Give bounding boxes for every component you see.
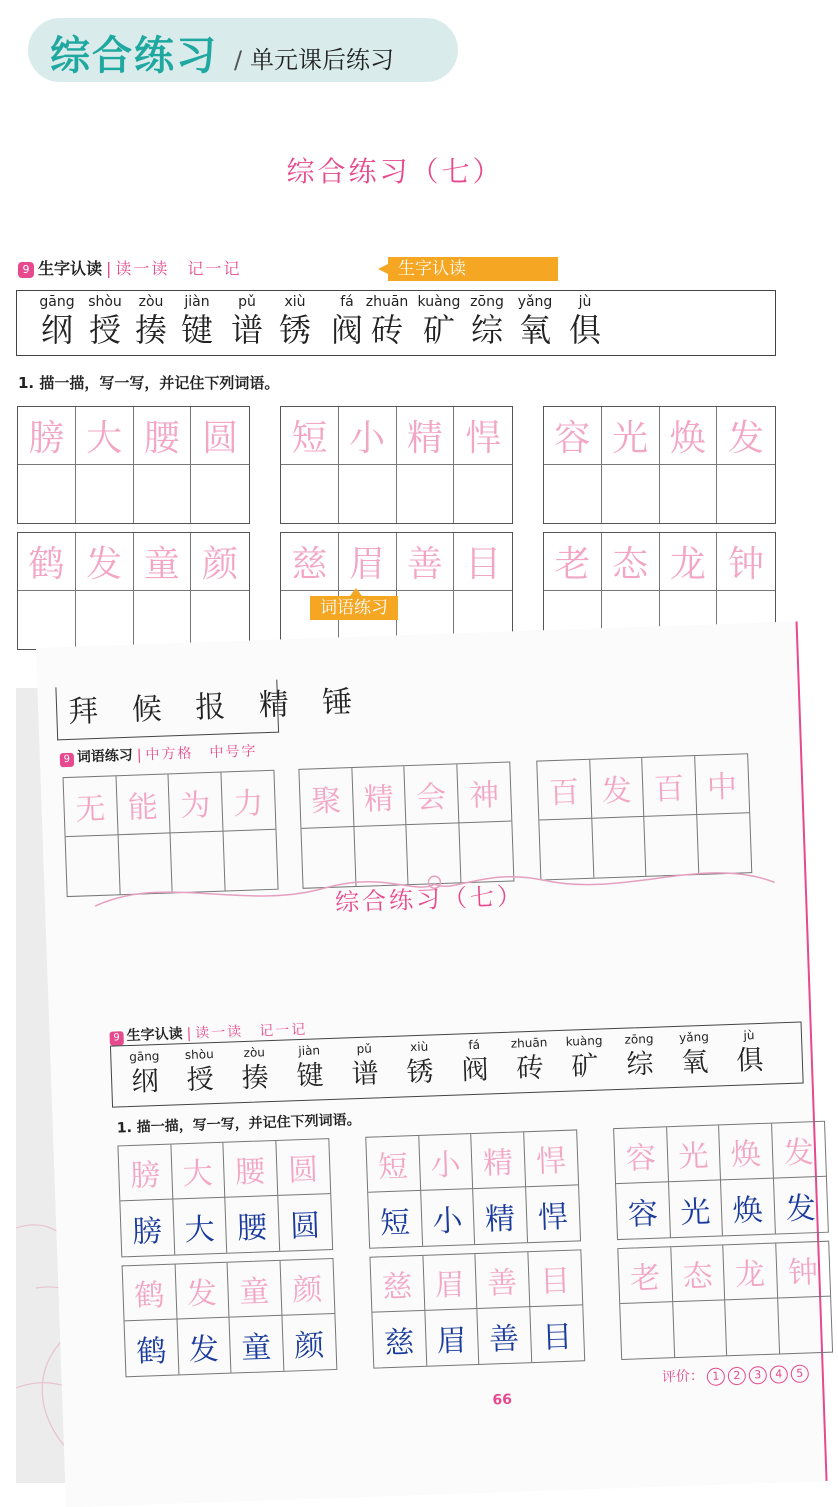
hanzi: 谱: [351, 1058, 380, 1091]
pinyin: pǔ: [356, 1041, 373, 1057]
char-cell: [511, 293, 559, 349]
trace-character: 光: [612, 418, 649, 459]
trace-cell: [528, 1250, 582, 1307]
pinyin: jiàn: [298, 1043, 321, 1059]
trace-character: 态: [681, 1258, 714, 1295]
trace-cell: [618, 1247, 672, 1304]
trace-cell: [116, 774, 171, 835]
trace-cell: [299, 768, 354, 829]
trace-cell: [544, 407, 602, 465]
trace-character: 发: [601, 773, 633, 810]
writing-cell[interactable]: [281, 465, 339, 523]
word-grid: [280, 406, 513, 524]
char-cell: [394, 1037, 446, 1091]
photo-page-title: 综合练习（七）: [334, 882, 525, 917]
trace-cell: [281, 407, 339, 465]
word-grid: [613, 1121, 829, 1240]
trace-cell: [352, 766, 407, 827]
section-hint: 中方格 中号字: [145, 743, 258, 764]
trace-character: 百: [653, 771, 685, 808]
writing-cell[interactable]: [717, 465, 775, 523]
writing-cell[interactable]: [134, 591, 192, 649]
writing-cell[interactable]: [18, 465, 76, 523]
handwritten-character: 慈: [383, 1324, 415, 1361]
writing-cell[interactable]: [660, 465, 718, 523]
handwritten-character: 光: [679, 1194, 711, 1231]
writing-cell[interactable]: [282, 1314, 336, 1371]
pinyin: zòu: [138, 294, 164, 310]
trace-character: 力: [232, 786, 264, 823]
section-name: 生字认读: [126, 1026, 183, 1045]
hanzi: 氧: [680, 1046, 709, 1079]
trace-cell: [339, 407, 397, 465]
handwritten-character: 大: [184, 1211, 216, 1248]
char-cell: [127, 293, 175, 349]
trace-character: 善: [406, 544, 443, 585]
trace-character: 发: [186, 1276, 218, 1313]
page-title: 综合练习（七）: [286, 155, 504, 188]
trace-character: 目: [465, 544, 502, 585]
trace-cell: [524, 1130, 578, 1187]
trace-cell: [719, 1124, 773, 1181]
trace-cell: [776, 1242, 830, 1299]
writing-cell[interactable]: [669, 1180, 723, 1237]
trace-character: 悍: [535, 1143, 567, 1180]
writing-cell[interactable]: [229, 1316, 283, 1373]
handwritten-character: 膀: [131, 1213, 163, 1250]
handwritten-character: 悍: [537, 1199, 569, 1236]
handwritten-character: 发: [785, 1190, 817, 1227]
trace-character: 颜: [291, 1272, 323, 1309]
hanzi: 锈: [278, 311, 311, 349]
handwritten-character: 圆: [289, 1207, 321, 1244]
new-characters-box: [16, 290, 776, 356]
trace-cell: [168, 773, 223, 834]
word-grid: [369, 1249, 585, 1368]
trace-character: 钟: [728, 544, 765, 585]
hanzi: 纲: [40, 311, 73, 349]
trace-cell: [276, 1139, 330, 1196]
trace-character: 焕: [730, 1137, 762, 1174]
photo-exercise-instruction: 1. 描一描，写一写，并记住下列词语。: [116, 1111, 361, 1137]
char-cell: [119, 1047, 171, 1101]
hanzi: 揍: [241, 1062, 270, 1095]
section-divider: |: [136, 747, 142, 764]
writing-cell[interactable]: [725, 1299, 779, 1356]
word-grid: [17, 532, 250, 650]
trace-character: 慈: [291, 544, 328, 585]
sample-page-photo: [16, 684, 819, 1483]
handwritten-character: 颜: [293, 1327, 325, 1364]
pinyin: zòu: [243, 1045, 266, 1060]
trace-character: 能: [127, 789, 159, 826]
writing-cell[interactable]: [76, 591, 134, 649]
rating-star-icon[interactable]: 2: [728, 1367, 747, 1386]
char-cell: [561, 293, 609, 349]
hanzi: 综: [625, 1048, 654, 1081]
pinyin: fá: [468, 1037, 481, 1053]
top-strip-text: 拜 候 报 精 锤: [67, 684, 365, 730]
char-cell: [173, 293, 221, 349]
trace-cell: [76, 407, 134, 465]
char-cell: [284, 1041, 336, 1095]
exercise-instruction: 1. 描一描，写一写，并记住下列词语。: [18, 374, 280, 392]
trace-character: 童: [238, 1274, 270, 1311]
trace-cell: [671, 1245, 725, 1302]
photo-section-header-ciyu: [59, 740, 257, 767]
trace-cell: [717, 533, 775, 591]
page-number: 66: [492, 1391, 513, 1409]
writing-cell[interactable]: [620, 1302, 674, 1359]
trace-character: 容: [554, 418, 591, 459]
char-cell: [463, 293, 511, 349]
trace-cell: [223, 1141, 277, 1198]
pinyin: pǔ: [238, 294, 256, 310]
writing-cell[interactable]: [526, 1185, 580, 1242]
writing-cell[interactable]: [773, 1177, 827, 1234]
trace-cell: [118, 1145, 172, 1202]
trace-cell: [471, 1132, 525, 1189]
char-cell: [614, 1029, 666, 1083]
trace-character: 眉: [349, 544, 386, 585]
char-cell: [81, 293, 129, 349]
handwritten-character: 容: [627, 1196, 659, 1233]
trace-cell: [191, 533, 249, 591]
pinyin: kuàng: [417, 294, 461, 310]
trace-character: 会: [415, 779, 447, 816]
header-slash: /: [234, 46, 243, 74]
trace-cell: [171, 1143, 225, 1200]
trace-cell: [717, 407, 775, 465]
section-icon: 9: [18, 262, 34, 278]
section-name: 词语练习: [76, 747, 134, 766]
trace-character: 鹤: [28, 544, 65, 585]
pinyin: jiàn: [184, 294, 210, 310]
trace-cell: [76, 533, 134, 591]
trace-cell: [280, 1259, 334, 1316]
rating-label: 评价：: [661, 1368, 705, 1386]
writing-cell[interactable]: [425, 1309, 479, 1366]
trace-character: 为: [179, 788, 211, 825]
pinyin: gāng: [128, 1048, 160, 1064]
trace-character: 颜: [202, 544, 239, 585]
writing-cell[interactable]: [544, 465, 602, 523]
writing-cell[interactable]: [173, 1198, 227, 1255]
handwritten-character: 精: [484, 1201, 516, 1238]
trace-character: 精: [406, 418, 443, 459]
handwritten-character: 发: [188, 1331, 220, 1368]
trace-character: 容: [625, 1140, 657, 1177]
hanzi: 谱: [230, 311, 263, 349]
char-cell: [339, 1039, 391, 1093]
trace-cell: [370, 1256, 424, 1313]
word-grid: [117, 1138, 333, 1257]
hanzi: 键: [296, 1060, 325, 1093]
trace-character: 膀: [129, 1157, 161, 1195]
pinyin: gāng: [39, 294, 75, 310]
handwritten-character: 腰: [236, 1209, 268, 1246]
photographed-sheet: [36, 621, 828, 1507]
trace-character: 短: [377, 1149, 409, 1186]
trace-character: 慈: [381, 1269, 413, 1306]
pinyin: fá: [340, 294, 354, 310]
trace-cell: [134, 533, 192, 591]
trace-cell: [419, 1134, 473, 1191]
trace-cell: [590, 758, 645, 819]
trace-cell: [695, 754, 750, 815]
trace-character: 圆: [287, 1152, 319, 1189]
trace-character: 圆: [202, 418, 239, 459]
pinyin: zhuān: [510, 1035, 548, 1051]
rating: [661, 1361, 809, 1387]
pinyin: yǎng: [517, 294, 553, 310]
trace-cell: [475, 1252, 529, 1309]
trace-cell: [175, 1263, 229, 1320]
header-subtitle: 单元课后练习: [250, 46, 394, 74]
trace-character: 态: [612, 544, 649, 585]
trace-character: 无: [74, 791, 107, 828]
char-cell: [271, 293, 319, 349]
trace-character: 发: [728, 418, 765, 459]
trace-cell: [228, 1261, 282, 1318]
trace-character: 短: [291, 418, 328, 459]
char-cell: [559, 1031, 611, 1085]
trace-character: 老: [629, 1260, 661, 1297]
trace-character: 鹤: [133, 1277, 166, 1314]
trace-cell: [723, 1244, 777, 1301]
rating-star-icon[interactable]: 1: [707, 1367, 726, 1386]
word-grid: [617, 1241, 833, 1360]
handwritten-character: 眉: [436, 1322, 468, 1359]
writing-cell[interactable]: [397, 465, 455, 523]
trace-character: 聚: [310, 783, 342, 820]
trace-character: 善: [486, 1265, 518, 1302]
pinyin: zōng: [624, 1031, 654, 1047]
trace-cell: [18, 407, 76, 465]
writing-cell[interactable]: [278, 1194, 332, 1251]
writing-cell[interactable]: [225, 1196, 279, 1253]
writing-cell[interactable]: [177, 1318, 231, 1375]
writing-cell[interactable]: [454, 465, 512, 523]
trace-cell: [602, 533, 660, 591]
hanzi: 阀: [460, 1054, 490, 1087]
trace-cell: [537, 760, 592, 821]
char-cell: [504, 1033, 556, 1087]
handwritten-character: 童: [240, 1329, 272, 1366]
char-cell: [363, 293, 411, 349]
rating-star-icon[interactable]: 4: [769, 1365, 788, 1384]
char-cell: [33, 293, 81, 349]
trace-character: 钟: [787, 1255, 819, 1292]
hanzi: 氧: [518, 311, 551, 349]
trace-cell: [614, 1127, 668, 1184]
rating-star-icon[interactable]: 3: [749, 1366, 768, 1385]
writing-cell[interactable]: [76, 465, 134, 523]
trace-character: 眉: [434, 1267, 466, 1304]
hanzi: 矿: [422, 311, 455, 349]
pinyin: shòu: [88, 294, 122, 310]
trace-character: 神: [468, 777, 500, 814]
callout-tag-ciyu: 词语练习: [310, 596, 398, 620]
hanzi: 纲: [131, 1065, 160, 1098]
trace-cell: [397, 533, 455, 591]
hanzi: 砖: [370, 311, 403, 349]
writing-cell[interactable]: [673, 1300, 727, 1357]
trace-character: 膀: [28, 418, 65, 459]
trace-character: 老: [554, 544, 591, 585]
hanzi: 砖: [515, 1052, 545, 1085]
header-title: 综合练习: [50, 33, 218, 79]
trace-character: 发: [86, 544, 123, 585]
trace-character: 中: [706, 769, 738, 806]
char-cell: [724, 1025, 776, 1079]
trace-cell: [660, 533, 718, 591]
section-hint: 读一读 记一记: [115, 259, 242, 278]
writing-cell[interactable]: [134, 465, 192, 523]
callout-tag-shengzi: 生字认读: [388, 257, 558, 281]
section-header-shengzi: [18, 256, 241, 280]
header-banner: [28, 18, 458, 82]
section-divider: |: [106, 259, 112, 278]
pinyin: zhuān: [365, 294, 409, 310]
trace-cell: [772, 1122, 826, 1179]
trace-cell: [454, 533, 512, 591]
section-divider: |: [186, 1025, 192, 1042]
section-icon: 9: [60, 753, 74, 767]
trace-character: 发: [783, 1135, 815, 1172]
section-hint: 读一读 记一记: [194, 1021, 308, 1042]
char-cell: [449, 1035, 501, 1089]
hanzi: 键: [180, 311, 213, 349]
trace-character: 精: [363, 781, 395, 818]
writing-cell[interactable]: [125, 1319, 179, 1376]
trace-character: 腰: [143, 418, 180, 459]
hanzi: 锈: [406, 1056, 435, 1089]
trace-cell: [454, 407, 512, 465]
trace-character: 腰: [234, 1154, 266, 1191]
trace-character: 大: [182, 1156, 214, 1193]
trace-cell: [457, 763, 512, 824]
trace-cell: [281, 533, 339, 591]
trace-character: 龙: [734, 1256, 766, 1293]
trace-cell: [134, 407, 192, 465]
hanzi: 俱: [735, 1044, 764, 1077]
pinyin: zōng: [470, 294, 504, 310]
trace-cell: [123, 1265, 177, 1322]
char-cell: [223, 293, 271, 349]
trace-cell: [339, 533, 397, 591]
writing-cell[interactable]: [368, 1191, 422, 1248]
trace-character: 精: [482, 1145, 514, 1182]
trace-character: 光: [677, 1138, 710, 1175]
hanzi: 授: [186, 1064, 215, 1096]
trace-character: 龙: [669, 544, 706, 585]
char-cell: [415, 293, 463, 349]
trace-cell: [404, 764, 459, 825]
trace-cell: [642, 756, 697, 817]
trace-cell: [602, 407, 660, 465]
writing-cell[interactable]: [721, 1179, 775, 1236]
handwritten-character: 焕: [732, 1192, 764, 1229]
handwritten-character: 目: [541, 1319, 573, 1356]
hanzi: 授: [88, 311, 121, 349]
writing-cell[interactable]: [339, 465, 397, 523]
hanzi: 综: [470, 311, 503, 349]
writing-cell[interactable]: [191, 465, 249, 523]
handwritten-character: 小: [431, 1202, 464, 1240]
handwritten-character: 善: [488, 1321, 520, 1358]
pinyin: kuàng: [565, 1033, 603, 1049]
pinyin: yǎng: [678, 1029, 710, 1045]
section-name: 生字认读: [38, 259, 103, 278]
handwritten-character: 短: [379, 1204, 411, 1241]
word-grid: [17, 406, 250, 524]
hanzi: 矿: [570, 1050, 599, 1083]
char-cell: [669, 1027, 721, 1081]
trace-character: 小: [349, 418, 386, 459]
char-cell: [229, 1043, 281, 1097]
trace-cell: [423, 1254, 477, 1311]
writing-cell[interactable]: [602, 465, 660, 523]
pinyin: xiù: [409, 1039, 429, 1055]
trace-cell: [660, 407, 718, 465]
pinyin: jù: [578, 294, 592, 310]
trace-cell: [397, 407, 455, 465]
trace-character: 焕: [669, 418, 706, 459]
trace-character: 大: [86, 418, 123, 459]
trace-character: 目: [539, 1263, 571, 1300]
pinyin: xiù: [284, 294, 306, 310]
writing-cell[interactable]: [778, 1297, 832, 1354]
word-grid: [543, 406, 776, 524]
writing-cell[interactable]: [473, 1187, 527, 1244]
writing-cell[interactable]: [530, 1305, 584, 1362]
hanzi: 俱: [568, 311, 601, 349]
writing-cell[interactable]: [120, 1200, 174, 1257]
writing-cell[interactable]: [421, 1189, 475, 1246]
word-grid: [365, 1129, 581, 1248]
trace-cell: [191, 407, 249, 465]
rating-star-icon[interactable]: 5: [790, 1364, 809, 1383]
writing-cell[interactable]: [372, 1311, 426, 1368]
trace-cell: [18, 533, 76, 591]
section-icon: 9: [109, 1031, 123, 1045]
hanzi: 揍: [134, 311, 167, 349]
handwritten-character: 鹤: [135, 1333, 167, 1370]
trace-character: 百: [548, 775, 580, 812]
trace-character: 小: [429, 1147, 462, 1184]
trace-character: 悍: [465, 418, 502, 459]
writing-cell[interactable]: [616, 1182, 670, 1239]
hanzi: 阀: [330, 311, 363, 349]
trace-cell: [366, 1136, 420, 1193]
trace-cell: [64, 776, 119, 837]
word-grid: [122, 1258, 338, 1377]
writing-cell[interactable]: [477, 1307, 531, 1364]
writing-cell[interactable]: [18, 591, 76, 649]
trace-cell: [667, 1125, 721, 1182]
pinyin: shòu: [184, 1047, 214, 1063]
trace-cell: [544, 533, 602, 591]
char-cell: [174, 1045, 226, 1099]
trace-character: 童: [143, 544, 180, 585]
trace-cell: [221, 771, 276, 832]
pinyin: jù: [743, 1028, 755, 1043]
